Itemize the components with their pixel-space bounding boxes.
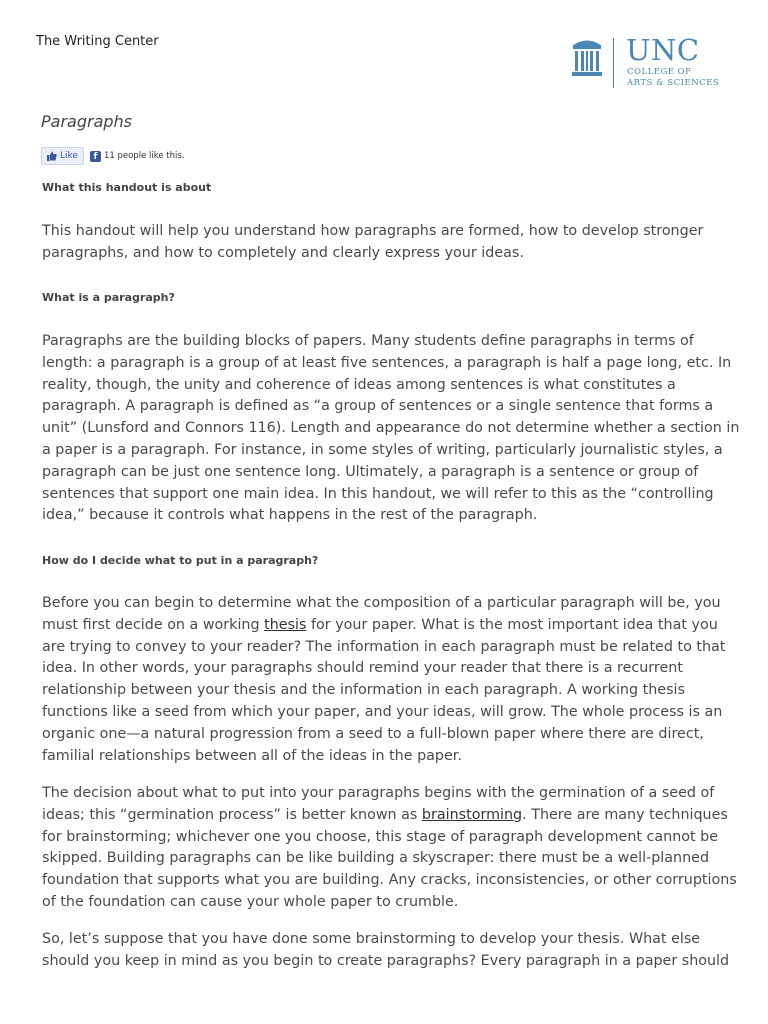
section-heading: What is a paragraph? [42,291,175,304]
logo-subtitle-line1: COLLEGE OF [627,67,692,77]
paragraph-text: The decision about what to put into your paragraphs begins with the germination of a seed of ideas; this “germination process” is better known as [42,785,715,823]
facebook-like-bar [41,147,184,165]
section-heading: What this handout is about [42,181,212,194]
logo-divider [613,38,614,88]
like-count: 11 people like this. [103,151,185,161]
logo-subtitle [627,67,719,89]
paragraph [42,593,742,767]
logo-subtitle-line2: ARTS & SCIENCES [627,78,720,88]
paragraph [42,783,742,914]
like-button-label: Like [60,151,78,161]
paragraph-text: . There are many techniques for brainstorming; whichever one you choose, this stage of paragraph development cannot be skipped. Building paragraphs can be like building a skyscraper: there must be a well-planned foundation that supports what you are building. Any cracks, inconsistencies, or other corruptions of the foundation can cause your whole paper to crumble. [42,806,737,910]
paragraph: So, let’s suppose that you have done some brainstorming to develop your thesis. What else should you keep in mind as you begin to create paragraphs? Every paragraph in a paper should [42,931,730,969]
facebook-icon: f [90,151,101,162]
paragraph-text: for your paper. What is the most important idea that you are trying to convey to your reader? The information in each paragraph must be related to that idea. In other words, your paragraphs should remind your reader that there is a recurrent relationship between your thesis and the information in each paragraph. A working thesis functions like a seed from which your paper, and your ideas, will grow. The whole process is an organic one—a natural progression from a seed to a full-blown paper where there are direct, familial relationships between all of the ideas in the paper. [42,616,726,764]
thesis-link[interactable]: thesis [264,616,307,633]
paragraph-text: Before you can begin to determine what the composition of a particular paragraph will be, you must first decide on a working [42,595,721,633]
paragraph: Paragraphs are the building blocks of papers. Many students define paragraphs in terms of length: a paragraph is a group of at least five sentences, a paragraph is half a page long, etc. In reality, though, the unity and coherence of ideas among sentences is what constitutes a paragraph. A paragraph is defined as “a group of sentences or a single sentence that forms a unit” (Lunsford and Connors 116). Length and appearance do not determine whether a section in a paper is a paragraph. For instance, in some styles of writing, particularly journalistic styles, a paragraph can be just one sentence long. Ultimately, a paragraph is a sentence or group of sentences that support one main idea. In this handout, we will refer to this as the “controlling idea,” because it controls what happens in the rest of the paragraph. [42,333,740,524]
thumbs-up-icon [47,151,57,161]
old-well-icon [570,34,604,78]
brainstorming-link[interactable]: brainstorming [421,806,523,823]
section-heading: How do I decide what to put in a paragraph? [42,554,319,567]
page-title: Paragraphs [41,112,133,131]
site-name[interactable]: The Writing Center [36,34,159,49]
like-button[interactable] [41,147,84,165]
paragraph: This handout will help you understand how paragraphs are formed, how to develop stronger paragraphs, and how to completely and clearly express your ideas. [42,223,704,261]
logo-title: UNC [626,33,700,67]
